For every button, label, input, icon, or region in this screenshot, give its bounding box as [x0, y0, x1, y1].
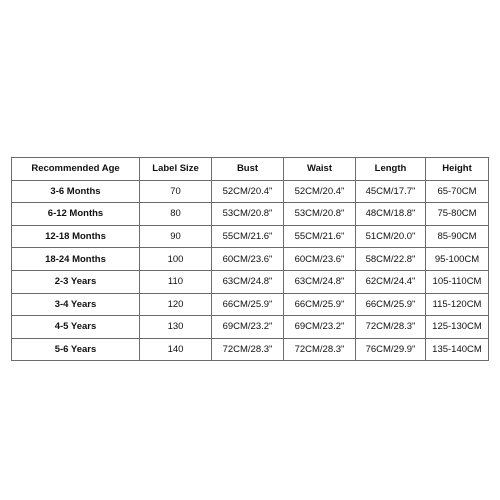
- cell-length: 48CM/18.8": [356, 203, 426, 226]
- cell-height: 115-120CM: [426, 293, 489, 316]
- cell-height: 125-130CM: [426, 316, 489, 339]
- cell-waist: 72CM/28.3": [284, 338, 356, 361]
- cell-label-size: 130: [140, 316, 212, 339]
- cell-label-size: 70: [140, 180, 212, 203]
- header-bust: Bust: [212, 158, 284, 181]
- cell-waist: 66CM/25.9": [284, 293, 356, 316]
- cell-label-size: 80: [140, 203, 212, 226]
- cell-age: 5-6 Years: [12, 338, 140, 361]
- cell-bust: 63CM/24.8": [212, 270, 284, 293]
- cell-length: 66CM/25.9": [356, 293, 426, 316]
- header-waist: Waist: [284, 158, 356, 181]
- cell-length: 72CM/28.3": [356, 316, 426, 339]
- header-height: Height: [426, 158, 489, 181]
- cell-age: 2-3 Years: [12, 270, 140, 293]
- cell-bust: 53CM/20.8": [212, 203, 284, 226]
- header-length: Length: [356, 158, 426, 181]
- cell-waist: 60CM/23.6": [284, 248, 356, 271]
- cell-label-size: 140: [140, 338, 212, 361]
- cell-waist: 63CM/24.8": [284, 270, 356, 293]
- cell-length: 51CM/20.0": [356, 225, 426, 248]
- table-row: [12, 203, 489, 226]
- cell-length: 62CM/24.4": [356, 270, 426, 293]
- table-row: [12, 316, 489, 339]
- cell-height: 95-100CM: [426, 248, 489, 271]
- cell-height: 105-110CM: [426, 270, 489, 293]
- cell-label-size: 90: [140, 225, 212, 248]
- table-row: [12, 338, 489, 361]
- cell-waist: 52CM/20.4": [284, 180, 356, 203]
- cell-label-size: 110: [140, 270, 212, 293]
- cell-age: 12-18 Months: [12, 225, 140, 248]
- cell-waist: 69CM/23.2": [284, 316, 356, 339]
- size-chart-table: [11, 157, 489, 361]
- table-header-row: [12, 158, 489, 181]
- cell-length: 58CM/22.8": [356, 248, 426, 271]
- cell-height: 135-140CM: [426, 338, 489, 361]
- cell-waist: 53CM/20.8": [284, 203, 356, 226]
- cell-age: 18-24 Months: [12, 248, 140, 271]
- cell-label-size: 100: [140, 248, 212, 271]
- cell-age: 3-4 Years: [12, 293, 140, 316]
- table-row: [12, 293, 489, 316]
- table-row: [12, 248, 489, 271]
- cell-bust: 52CM/20.4": [212, 180, 284, 203]
- header-recommended-age: Recommended Age: [12, 158, 140, 181]
- cell-bust: 69CM/23.2": [212, 316, 284, 339]
- cell-bust: 72CM/28.3": [212, 338, 284, 361]
- header-label-size: Label Size: [140, 158, 212, 181]
- cell-age: 6-12 Months: [12, 203, 140, 226]
- cell-waist: 55CM/21.6": [284, 225, 356, 248]
- table-row: [12, 270, 489, 293]
- cell-length: 45CM/17.7": [356, 180, 426, 203]
- cell-height: 75-80CM: [426, 203, 489, 226]
- table-row: [12, 180, 489, 203]
- cell-bust: 55CM/21.6": [212, 225, 284, 248]
- cell-bust: 60CM/23.6": [212, 248, 284, 271]
- cell-age: 3-6 Months: [12, 180, 140, 203]
- cell-age: 4-5 Years: [12, 316, 140, 339]
- cell-height: 65-70CM: [426, 180, 489, 203]
- cell-bust: 66CM/25.9": [212, 293, 284, 316]
- table-row: [12, 225, 489, 248]
- cell-height: 85-90CM: [426, 225, 489, 248]
- cell-length: 76CM/29.9": [356, 338, 426, 361]
- cell-label-size: 120: [140, 293, 212, 316]
